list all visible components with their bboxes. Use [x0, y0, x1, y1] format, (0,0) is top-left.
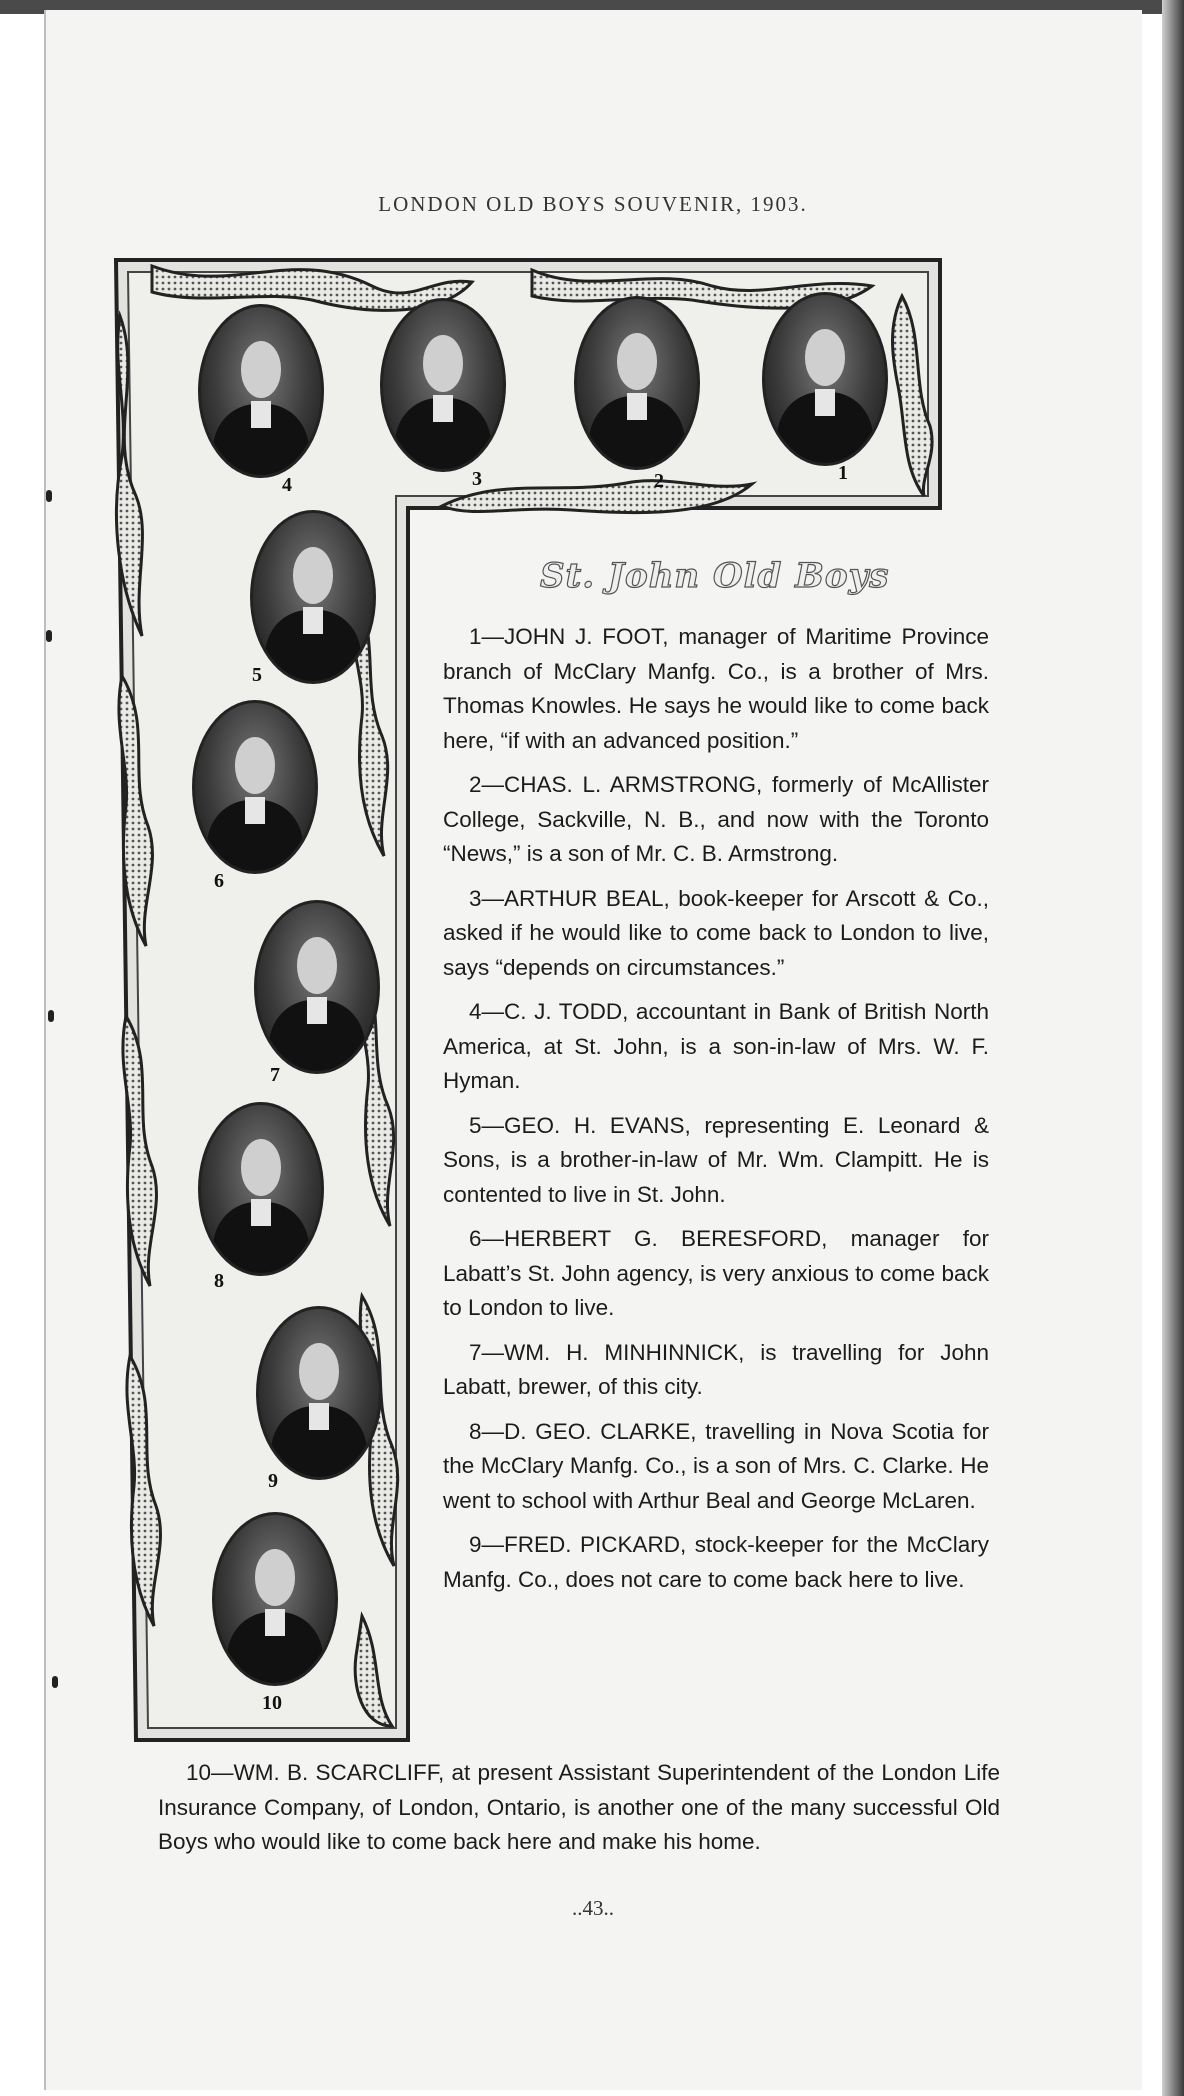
binding-hole — [46, 490, 52, 502]
portrait-number: 3 — [472, 468, 482, 490]
entry-6: 6—HERBERT G. BERESFORD, manager for Labatt’s St. John agency, is very anxious to come back to London to live. — [443, 1226, 989, 1320]
portrait-number: 10 — [262, 1692, 282, 1714]
portrait-number: 5 — [252, 664, 262, 686]
portrait-2 — [574, 296, 700, 470]
entry-8: 8—D. GEO. CLARKE, travelling in Nova Scotia for the McClary Manfg. Co., is a son of Mrs. C. Clarke. He went to school with Arthur Beal and George McLaren. — [443, 1418, 989, 1513]
portrait-4 — [198, 304, 324, 478]
portrait-number: 4 — [282, 474, 292, 496]
entry-10: 10—WM. B. SCARCLIFF, at present Assistant Superintendent of the London Life Insurance Company, of London, Ontario, is another one of the many successful Old Boys who would like to come back here and make his home. — [158, 1760, 1000, 1854]
entry-4: 4—C. J. TODD, accountant in Bank of British North America, at St. John, is a son-in-law of Mrs. W. F. Hyman. — [443, 999, 989, 1093]
portrait-8 — [198, 1102, 324, 1276]
entry-3: 3—ARTHUR BEAL, book-keeper for Arscott & Co., asked if he would like to come back to London to live, says “depends on circumstances.” — [443, 885, 989, 980]
binding-hole — [52, 1676, 58, 1688]
entry-7: 7—WM. H. MINHINNICK, is travelling for John Labatt, brewer, of this city. — [443, 1339, 989, 1399]
portrait-9 — [256, 1306, 382, 1480]
portrait-number: 1 — [838, 462, 848, 484]
page-number: ..43.. — [572, 1896, 614, 1920]
binding-hole — [46, 630, 52, 642]
entry-5: 5—GEO. H. EVANS, representing E. Leonard & Sons, is a brother-in-law of Mr. Wm. Clampitt. He is contented to live in St. John. — [443, 1112, 989, 1207]
section-title: St. John Old Boys — [540, 556, 890, 596]
portrait-number: 6 — [214, 870, 224, 892]
portrait-number: 9 — [268, 1470, 278, 1492]
portrait-1 — [762, 292, 888, 466]
portrait-10 — [212, 1512, 338, 1686]
portrait-5 — [250, 510, 376, 684]
entry-1: 1—JOHN J. FOOT, manager of Maritime Province branch of McClary Manfg. Co., is a brother of Mrs. Thomas Knowles. He says he would like to come back here, “if with an advanced position.” — [443, 624, 989, 753]
portrait-number: 8 — [214, 1270, 224, 1292]
binding-hole — [48, 1010, 54, 1022]
running-head: LONDON OLD BOYS SOUVENIR, 1903. — [378, 192, 808, 216]
portrait-number: 2 — [654, 470, 664, 492]
portrait-7 — [254, 900, 380, 1074]
entry-9: 9—FRED. PICKARD, stock-keeper for the McClary Manfg. Co., does not care to come back here to live. — [443, 1532, 989, 1592]
entry-2: 2—CHAS. L. ARMSTRONG, formerly of McAllister College, Sackville, N. B., and now with the Toronto “News,” is a son of Mr. C. B. Armstrong. — [443, 772, 989, 866]
portrait-number: 7 — [270, 1064, 280, 1086]
portrait-6 — [192, 700, 318, 874]
portrait-3 — [380, 298, 506, 472]
entries-column — [443, 620, 989, 1607]
scan-edge — [1162, 0, 1184, 2096]
